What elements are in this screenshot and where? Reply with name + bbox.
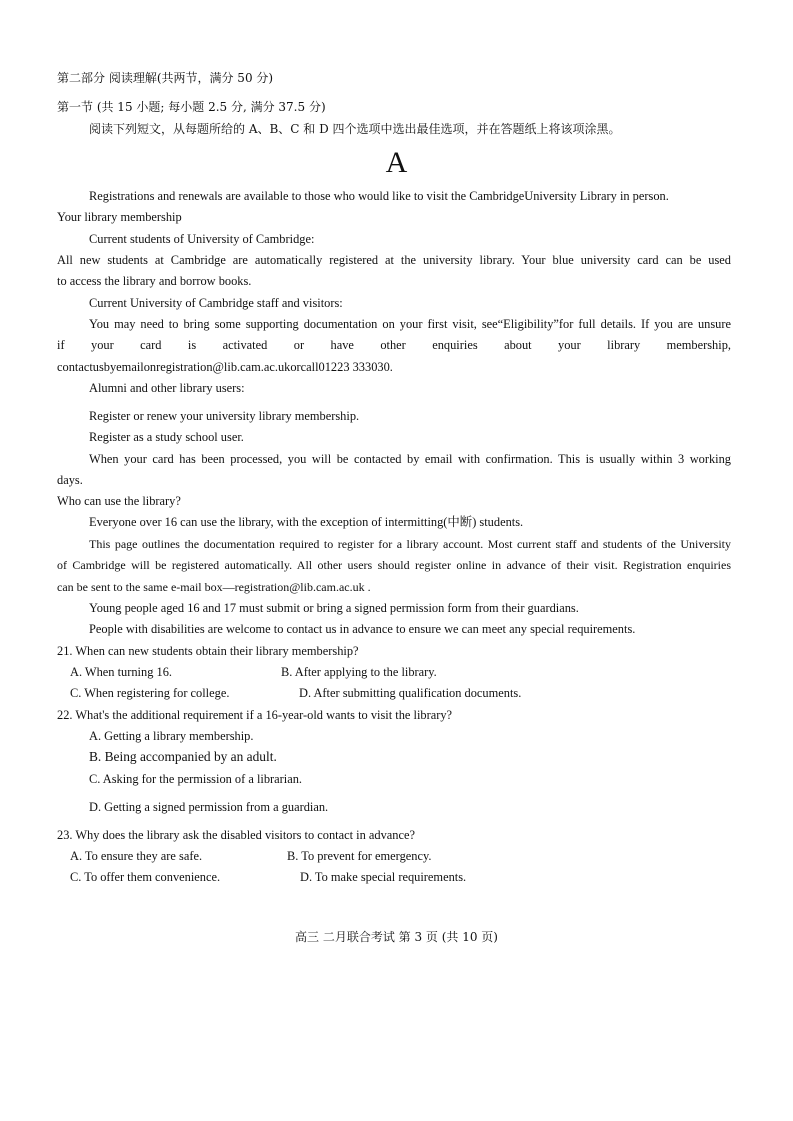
paragraph: Young people aged 16 and 17 must submit or bring a signed permission form from their guardians.	[89, 601, 579, 615]
list-item: Register or renew your university library membership.	[89, 409, 360, 423]
option: D. After submitting qualification documents.	[299, 686, 522, 700]
contact-line: contactusbyemailonregistration@lib.cam.ac.ukorcall01223 333030.	[57, 360, 393, 374]
paragraph-line: All new students at Cambridge are automatically registered at the university library. Your blue university card can be used	[57, 253, 731, 267]
paragraph-line: You may need to bring some supporting documentation on your first visit, see“Eligibility”for full details. If you are unsure	[89, 317, 731, 331]
option: C. When registering for college.	[70, 686, 230, 700]
option: B. To prevent for emergency.	[287, 849, 432, 863]
paragraph: People with disabilities are welcome to contact us in advance to ensure we can meet any special requirements.	[89, 622, 636, 636]
option: C. To offer them convenience.	[70, 870, 221, 884]
option: A. Getting a library membership.	[89, 729, 254, 743]
option: A. When turning 16.	[70, 665, 172, 679]
passage-letter: A	[385, 146, 408, 179]
subheading-alumni: Alumni and other library users:	[89, 381, 245, 395]
question-stem: 22. What's the additional requirement if a 16-year-old wants to visit the library?	[57, 708, 453, 722]
option: B. After applying to the library.	[281, 665, 437, 679]
option: B. Being accompanied by an adult.	[89, 749, 277, 764]
subheading-staff-visitors: Current University of Cambridge staff and visitors:	[89, 296, 343, 310]
option: A. To ensure they are safe.	[70, 849, 203, 863]
paragraph: Registrations and renewals are available to those who would like to visit the CambridgeUniversity Library in person.	[89, 189, 669, 203]
section-title: 第一节 (共 15 小题; 每小题 2.5 分, 满分 37.5 分)	[57, 100, 326, 114]
option: D. To make special requirements.	[300, 870, 467, 884]
paragraph-line: This page outlines the documentation required to register for a library account. Most current staff and students of the University	[89, 537, 731, 551]
part-title: 第二部分 阅读理解(共两节，满分 50 分)	[57, 71, 274, 85]
paragraph-line: When your card has been processed, you will be contacted by email with confirmation. This is usually within 3 working	[89, 452, 731, 466]
option: D. Getting a signed permission from a guardian.	[89, 800, 329, 814]
subheading-membership: Your library membership	[57, 210, 182, 224]
question-stem: 21. When can new students obtain their library membership?	[57, 644, 359, 658]
paragraph-line: to access the library and borrow books.	[57, 274, 252, 288]
list-item: Register as a study school user.	[89, 430, 244, 444]
paragraph-line: can be sent to the same e-mail box—registration@lib.cam.ac.uk .	[57, 580, 371, 594]
paragraph-line: if your card is activated or have other enquiries about your library membership,	[57, 338, 731, 352]
instruction: 阅读下列短文，从每题所给的 A、B、C 和 D 四个选项中选出最佳选项，并在答题纸上将该项涂黑。	[89, 122, 621, 136]
paragraph: Everyone over 16 can use the library, with the exception of intermitting(中断) students.	[89, 515, 524, 529]
subheading-who: Who can use the library?	[57, 494, 181, 508]
subheading-current-students: Current students of University of Cambridge:	[89, 232, 315, 246]
page-footer: 高三 二月联合考试 第 3 页 (共 10 页)	[295, 930, 498, 944]
option: C. Asking for the permission of a librarian.	[89, 772, 303, 786]
question-stem: 23. Why does the library ask the disabled visitors to contact in advance?	[57, 828, 415, 842]
paragraph-line: of Cambridge will be registered automatically. All other users should register online in advance of their visit. Registration enquiries	[57, 558, 731, 572]
paragraph-line: days.	[57, 473, 83, 487]
